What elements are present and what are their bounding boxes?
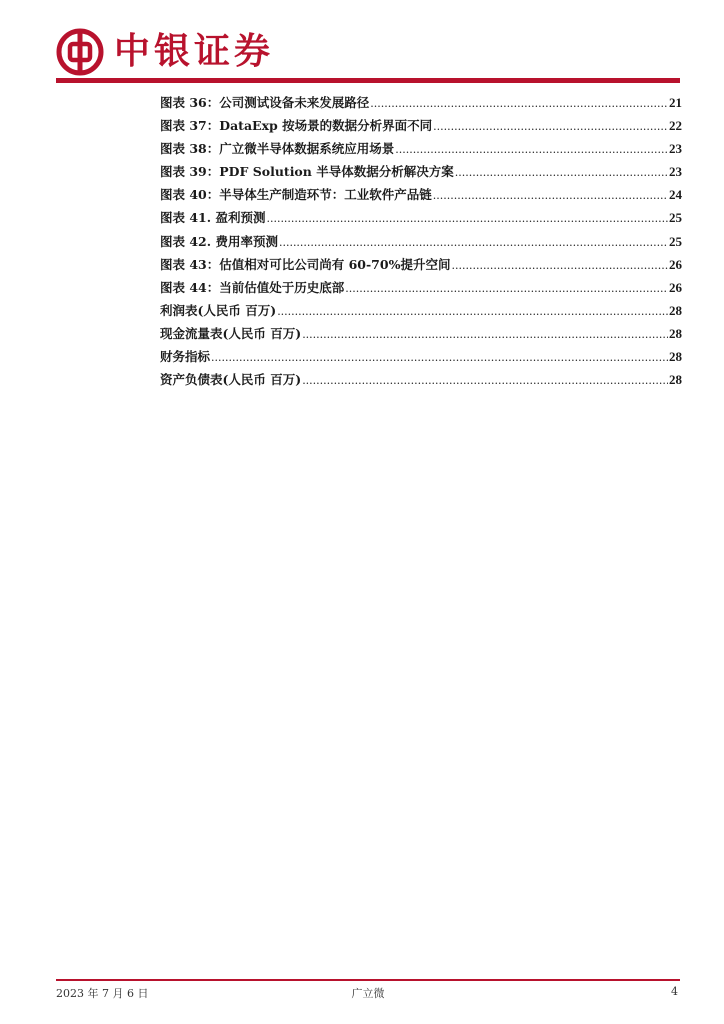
toc-entry-title: 图表 42. 费用率预测 (160, 233, 278, 249)
toc-entry-title: 图表 39：PDF Solution 半导体数据分析解决方案 (160, 164, 454, 180)
footer-date: 2023 年 7 月 6 日 (56, 987, 149, 1000)
bank-of-china-logo-icon (56, 28, 104, 76)
toc-entry[interactable] (160, 301, 682, 324)
page-footer (56, 985, 680, 1001)
toc-dot-leader (211, 349, 668, 364)
toc-entry[interactable] (160, 324, 682, 347)
toc-entry[interactable] (160, 139, 682, 162)
toc-dot-leader (433, 118, 668, 133)
toc-entry-title: 财务指标 (160, 349, 211, 365)
toc-entry-page: 28 (669, 325, 682, 341)
toc-entry[interactable] (160, 255, 682, 278)
footer-divider (56, 979, 680, 981)
toc-dot-leader (302, 326, 668, 341)
toc-entry-title: 现金流量表(人民币 百万) (160, 325, 302, 341)
toc-entry-page: 28 (669, 302, 682, 318)
toc-entry-page: 25 (669, 210, 682, 226)
toc-dot-leader (433, 187, 668, 202)
toc-dot-leader (279, 234, 668, 249)
toc-entry-title: 图表 36：公司测试设备未来发展路径 (160, 95, 370, 110)
page-header (56, 28, 680, 84)
toc-entry[interactable] (160, 232, 682, 255)
toc-entry[interactable] (160, 278, 682, 301)
toc-dot-leader (266, 210, 668, 225)
toc-entry-page: 24 (669, 187, 682, 203)
toc-dot-leader (395, 141, 668, 156)
toc-entry-page: 25 (669, 233, 682, 249)
toc-dot-leader (451, 257, 668, 272)
toc-entry[interactable] (160, 162, 682, 185)
toc-entry-title: 图表 43：估值相对可比公司尚有 60-70%提升空间 (160, 256, 451, 272)
toc-entry-page: 26 (669, 279, 682, 295)
toc-entry-page: 26 (669, 256, 682, 272)
toc-entry-title: 图表 44：当前估值处于历史底部 (160, 279, 345, 295)
toc-dot-leader (345, 280, 668, 295)
toc-entry-page: 28 (669, 372, 682, 388)
footer-company: 广立微 (351, 987, 385, 1000)
toc-entry-page: 21 (669, 95, 682, 110)
toc-dot-leader (370, 95, 668, 110)
toc-entry-title: 资产负债表(人民币 百万) (160, 372, 302, 388)
toc-entry-title: 图表 38：广立微半导体数据系统应用场景 (160, 141, 395, 157)
toc-dot-leader (455, 164, 668, 179)
toc-entry-page: 22 (669, 118, 682, 134)
toc-entry[interactable] (160, 347, 682, 370)
toc-entry-title: 图表 41. 盈利预测 (160, 210, 266, 226)
toc-entry[interactable] (160, 93, 682, 116)
toc-entry[interactable] (160, 370, 682, 393)
header-divider (56, 78, 680, 83)
toc-entry[interactable] (160, 116, 682, 139)
toc-entry-page: 23 (669, 141, 682, 157)
toc-entry-title: 利润表(人民币 百万) (160, 302, 277, 318)
toc-dot-leader (302, 372, 668, 387)
toc-entry[interactable] (160, 208, 682, 231)
brand-name: 中银证券 (114, 31, 275, 72)
toc-entry-page: 23 (669, 164, 682, 180)
toc-entry-page: 28 (669, 349, 682, 365)
toc-entry[interactable] (160, 185, 682, 208)
table-of-contents (160, 93, 682, 393)
toc-entry-title: 图表 40：半导体生产制造环节：工业软件产品链 (160, 187, 432, 203)
toc-entry-title: 图表 37：DataExp 按场景的数据分析界面不同 (160, 118, 433, 134)
toc-dot-leader (277, 303, 668, 318)
footer-page-number: 4 (671, 985, 678, 998)
